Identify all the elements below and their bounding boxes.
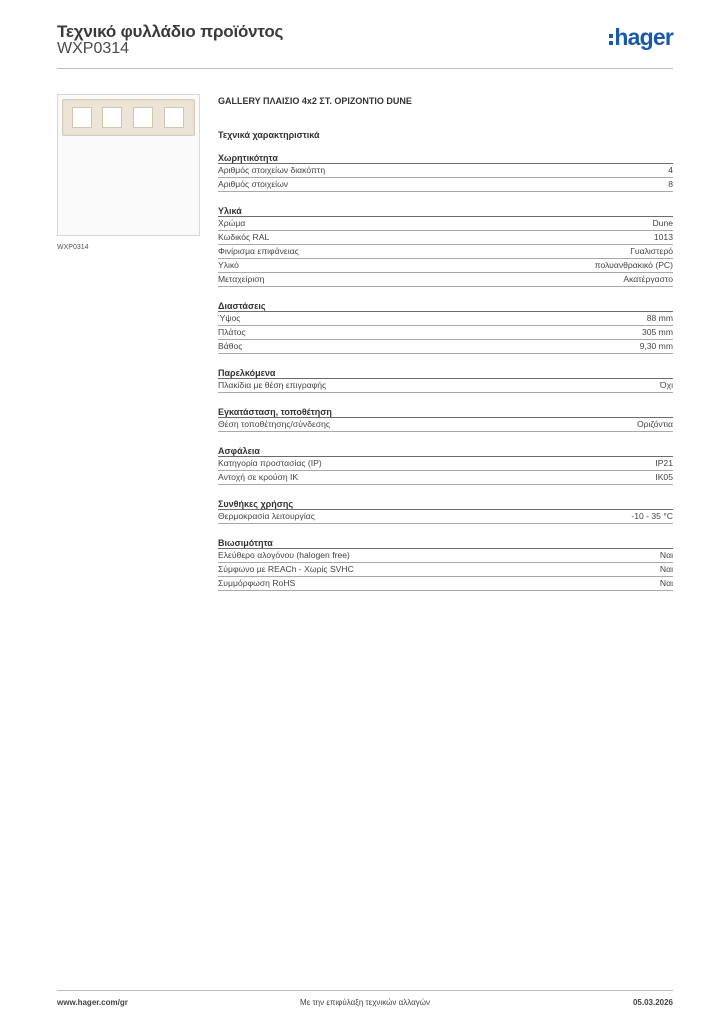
section-title: Παρελκόμενα — [218, 367, 673, 379]
spec-row — [218, 379, 673, 393]
spec-section — [218, 367, 673, 393]
spec-row — [218, 471, 673, 485]
page-header — [57, 20, 673, 68]
footer-date: 05.03.2026 — [632, 998, 673, 1007]
spec-row — [218, 217, 673, 231]
spec-row — [218, 273, 673, 287]
spec-value: 9,30 mm — [639, 341, 673, 351]
spec-value: Όχι — [659, 380, 673, 390]
spec-label: Συμμόρφωση RoHS — [218, 578, 296, 588]
spec-value: πολυανθρακικό (PC) — [594, 260, 673, 270]
spec-label: Πλακίδια με θέση επιγραφής — [218, 380, 327, 390]
spec-row — [218, 418, 673, 432]
section-title: Εγκατάσταση, τοποθέτηση — [218, 406, 673, 418]
spec-section — [218, 152, 673, 192]
spec-row — [218, 164, 673, 178]
section-title: Διαστάσεις — [218, 300, 673, 312]
spec-heading: Τεχνικά χαρακτηριστικά — [218, 130, 320, 140]
spec-value: IK05 — [655, 472, 673, 482]
footer-note: Με την επιφύλαξη τεχνικών αλλαγών — [300, 998, 430, 1007]
spec-row — [218, 563, 673, 577]
spec-value: Ναι — [659, 564, 673, 574]
frame-slot — [164, 107, 184, 128]
spec-value: Οριζόντια — [636, 419, 673, 429]
spec-label: Θερμοκρασία λειτουργίας — [218, 511, 315, 521]
footer-url[interactable]: www.hager.com/gr — [57, 998, 128, 1007]
spec-value: Dune — [652, 218, 673, 228]
spec-label: Χρώμα — [218, 218, 246, 228]
spec-label: Ελεύθερο αλογόνου (halogen free) — [218, 550, 350, 560]
frame-slot — [133, 107, 153, 128]
page-footer — [57, 998, 673, 1010]
section-title: Βιωσιμότητα — [218, 537, 673, 549]
product-code: WXP0314 — [57, 40, 130, 57]
spec-label: Βάθος — [218, 341, 243, 351]
spec-row — [218, 326, 673, 340]
spec-label: Αντοχή σε κρούση IK — [218, 472, 299, 482]
hager-logo — [609, 26, 673, 49]
spec-value: 1013 — [653, 232, 673, 242]
spec-row — [218, 340, 673, 354]
spec-label: Υλικό — [218, 260, 239, 270]
spec-section — [218, 537, 673, 591]
section-title: Ασφάλεια — [218, 445, 673, 457]
spec-value: 8 — [668, 179, 673, 189]
logo-dots-icon — [609, 34, 613, 45]
product-image — [57, 94, 200, 236]
spec-value: Γυαλιστερό — [630, 246, 673, 256]
footer-divider — [57, 990, 673, 991]
spec-section — [218, 498, 673, 524]
image-caption: WXP0314 — [57, 244, 89, 251]
spec-label: Πλάτος — [218, 327, 246, 337]
spec-label: Κατηγορία προστασίας (IP) — [218, 458, 322, 468]
spec-label: Μεταχείριση — [218, 274, 265, 284]
section-title: Χωρητικότητα — [218, 152, 673, 164]
spec-value: -10 - 35 °C — [631, 511, 673, 521]
spec-label: Θέση τοποθέτησης/σύνδεσης — [218, 419, 331, 429]
spec-section — [218, 205, 673, 287]
spec-label: Αριθμός στοιχείων — [218, 179, 289, 189]
spec-value: IP21 — [655, 458, 673, 468]
document-title: Τεχνικό φυλλάδιο προϊόντος — [57, 22, 284, 41]
spec-section — [218, 445, 673, 485]
spec-row — [218, 549, 673, 563]
header-divider — [57, 68, 673, 69]
spec-value: Ακατέργαστο — [623, 274, 673, 284]
spec-label: Σύμφωνο με REACh - Χωρίς SVHC — [218, 564, 354, 574]
spec-row — [218, 231, 673, 245]
spec-content — [218, 96, 673, 591]
frame-slot — [72, 107, 92, 128]
product-name: GALLERY ΠΛΑΙΣΙΟ 4x2 ΣΤ. ΟΡΙΖΟΝΤΙΟ DUNE — [218, 96, 412, 106]
spec-section — [218, 406, 673, 432]
frame-plate — [62, 99, 195, 136]
spec-value: 4 — [668, 165, 673, 175]
spec-value: 305 mm — [641, 327, 673, 337]
spec-label: Κωδικός RAL — [218, 232, 270, 242]
spec-value: 88 mm — [646, 313, 673, 323]
spec-label: Ύψος — [218, 313, 241, 323]
logo-text: hager — [614, 24, 673, 50]
section-title: Υλικά — [218, 205, 673, 217]
spec-row — [218, 178, 673, 192]
spec-row — [218, 510, 673, 524]
spec-row — [218, 457, 673, 471]
spec-row — [218, 259, 673, 273]
spec-section — [218, 300, 673, 354]
spec-label: Αριθμός στοιχείων διακόπτη — [218, 165, 326, 175]
spec-value: Ναι — [659, 578, 673, 588]
spec-row — [218, 245, 673, 259]
spec-value: Ναι — [659, 550, 673, 560]
frame-slot — [102, 107, 122, 128]
spec-label: Φινίρισμα επιφάνειας — [218, 246, 299, 256]
spec-row — [218, 312, 673, 326]
spec-row — [218, 577, 673, 591]
spec-sections — [218, 152, 673, 591]
section-title: Συνθήκες χρήσης — [218, 498, 673, 510]
